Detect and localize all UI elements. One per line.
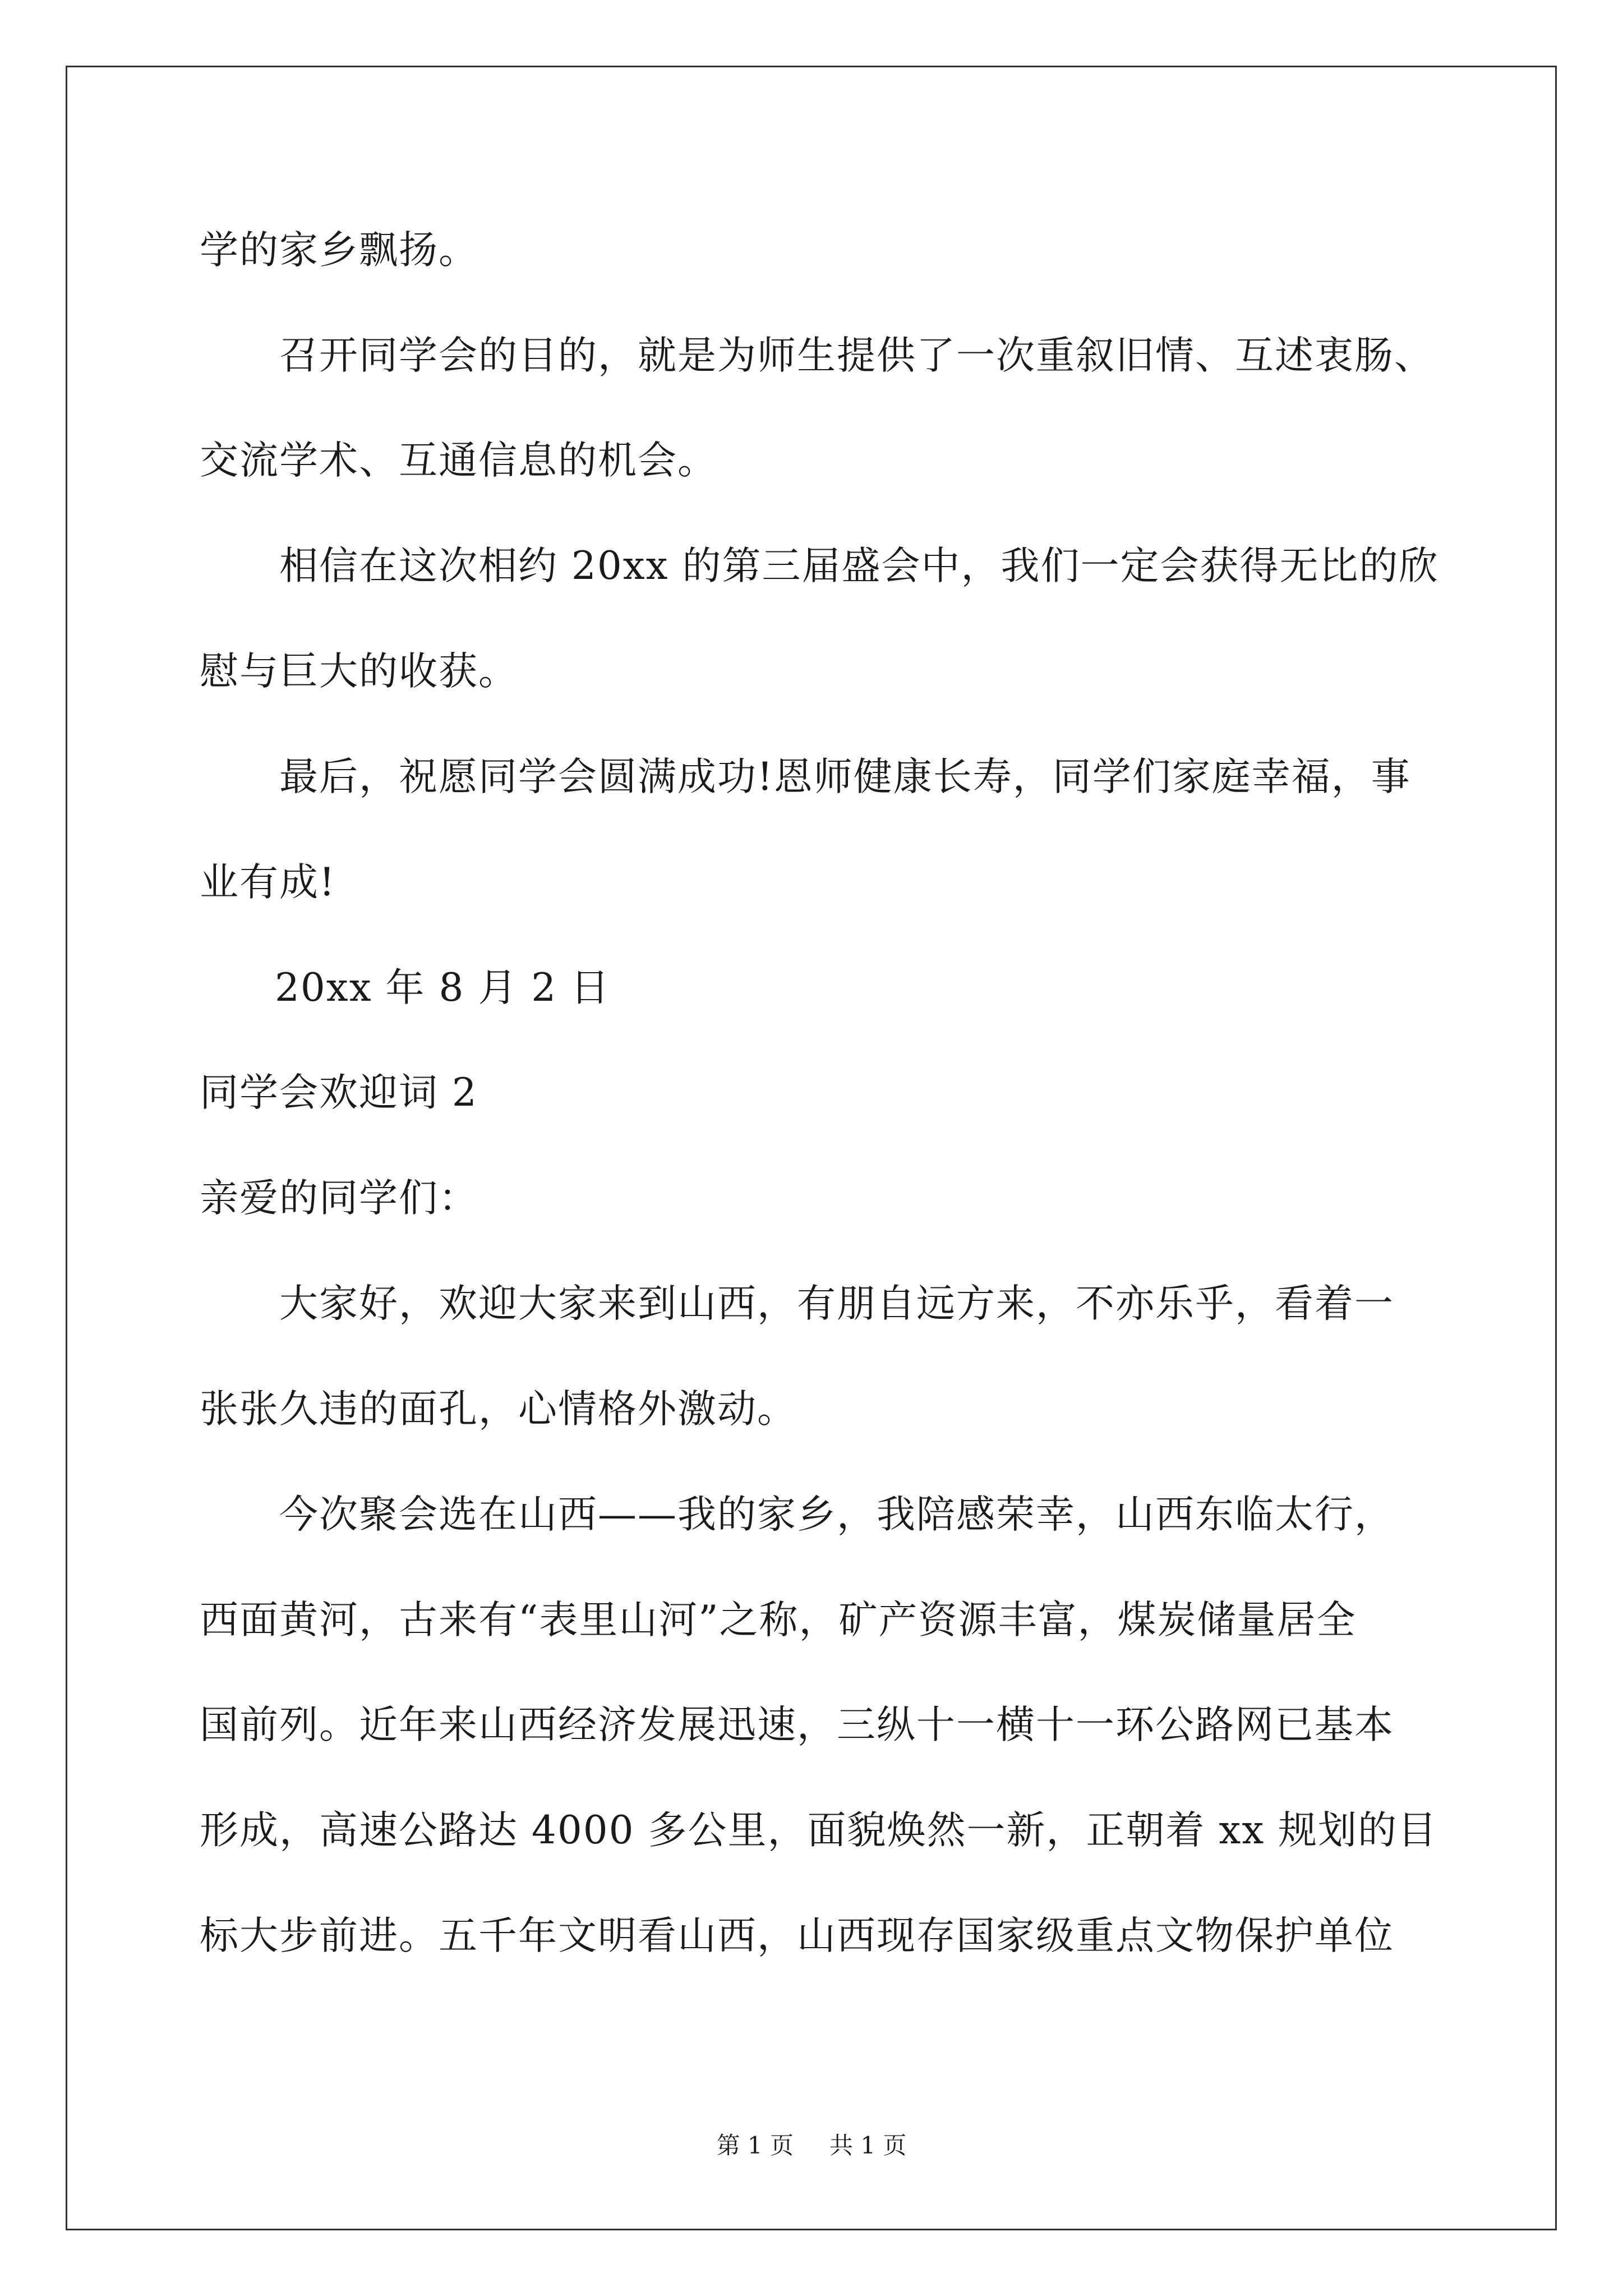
text-line: 大家好，欢迎大家来到山西，有朋自远方来，不亦乐乎，看着一 — [279, 1281, 1394, 1326]
text-line: 交流学术、互通信息的机会。 — [200, 438, 717, 483]
text-line: 今次聚会选在山西——我的家乡，我陪感荣幸，山西东临太行， — [279, 1492, 1394, 1537]
date-line: 20xx 年 8 月 2 日 — [275, 965, 611, 1010]
page-total: 共 1 页 — [829, 2132, 907, 2159]
text-line: 学的家乡飘扬。 — [200, 228, 478, 273]
text-line: 相信在这次相约 20xx 的第三届盛会中，我们一定会获得无比的欣 — [279, 544, 1439, 588]
text-line: 最后，祝愿同学会圆满成功!恩师健康长寿，同学们家庭幸福，事 — [279, 754, 1411, 799]
text-line: 国前列。近年来山西经济发展迅速，三纵十一横十一环公路网已基本 — [200, 1703, 1394, 1747]
text-line: 西面黄河，古来有“表里山河”之称，矿产资源丰富，煤炭储量居全 — [200, 1598, 1357, 1642]
page-border — [66, 66, 1557, 2230]
page-footer — [0, 2134, 1623, 2157]
page-number: 第 1 页 — [716, 2132, 794, 2159]
section-heading: 同学会欢迎词 2 — [200, 1070, 478, 1115]
text-line: 召开同学会的目的，就是为师生提供了一次重叙旧情、互述衷肠、 — [279, 333, 1434, 378]
text-line: 张张久违的面孔，心情格外激动。 — [200, 1387, 797, 1432]
salutation: 亲爱的同学们： — [200, 1176, 478, 1221]
text-line: 形成，高速公路达 4000 多公里，面貌焕然一新，正朝着 xx 规划的目 — [200, 1808, 1438, 1853]
text-line: 慰与巨大的收获。 — [200, 649, 518, 694]
text-line: 标大步前进。五千年文明看山西，山西现存国家级重点文物保护单位 — [200, 1913, 1394, 1958]
text-line: 业有成! — [200, 860, 336, 905]
